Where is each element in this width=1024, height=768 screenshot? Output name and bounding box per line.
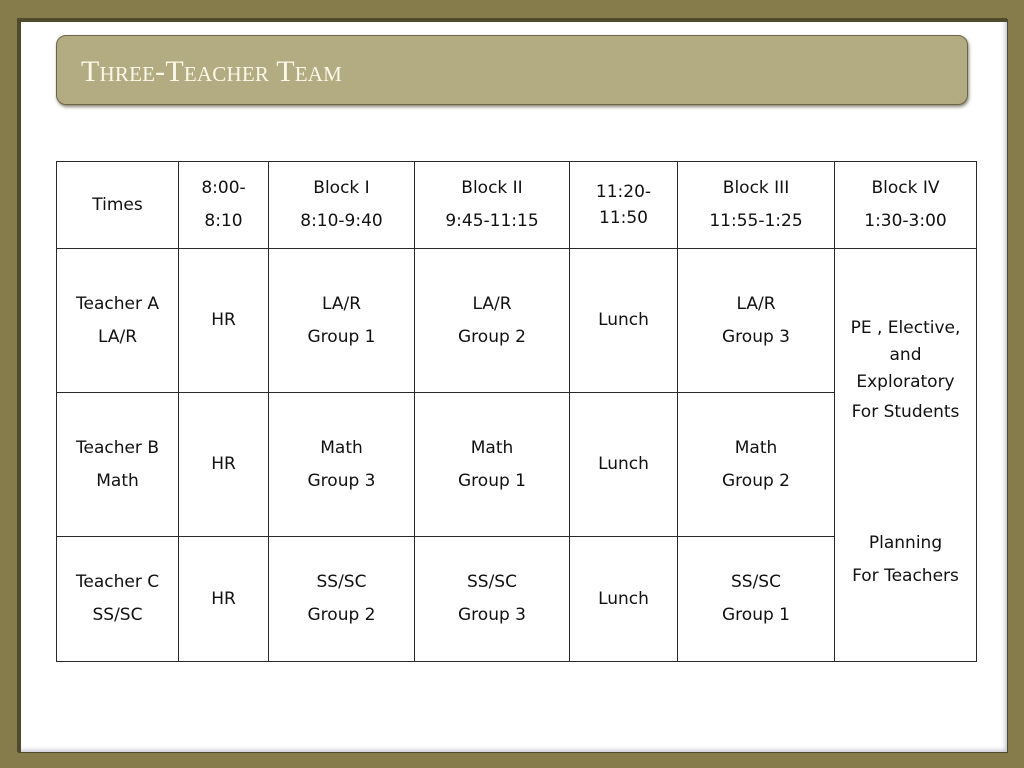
block-1-cell: SS/SC Group 2: [269, 537, 415, 662]
table-row: [57, 249, 977, 393]
teacher-cell: Teacher B Math: [57, 393, 179, 537]
spacer: [839, 429, 972, 527]
header-block-2: Block II 9:45-11:15: [415, 162, 570, 249]
homeroom-cell: HR: [179, 393, 269, 537]
block-2-cell: SS/SC Group 3: [415, 537, 570, 662]
lunch-cell: Lunch: [570, 537, 678, 662]
header-homeroom-time: 8:00- 8:10: [179, 162, 269, 249]
block-3-cell: SS/SC Group 1: [678, 537, 835, 662]
header-row: [57, 162, 977, 249]
header-block-4: Block IV 1:30-3:00: [835, 162, 977, 249]
block-2-cell: LA/R Group 2: [415, 249, 570, 393]
block-1-cell: LA/R Group 1: [269, 249, 415, 393]
teacher-cell: Teacher A LA/R: [57, 249, 179, 393]
block-4-merged-cell: PE , Elective, and Exploratory For Students Planning For Teachers: [835, 249, 977, 662]
header-times: Times: [57, 162, 179, 249]
lunch-cell: Lunch: [570, 249, 678, 393]
schedule-table: [56, 161, 977, 662]
block-3-cell: LA/R Group 3: [678, 249, 835, 393]
teacher-cell: Teacher C SS/SC: [57, 537, 179, 662]
block-2-cell: Math Group 1: [415, 393, 570, 537]
lunch-cell: Lunch: [570, 393, 678, 537]
homeroom-cell: HR: [179, 249, 269, 393]
header-block-1: Block I 8:10-9:40: [269, 162, 415, 249]
slide-title: Three-Teacher Team: [81, 55, 343, 88]
block-1-cell: Math Group 3: [269, 393, 415, 537]
header-lunch-time: 11:20- 11:50: [570, 162, 678, 249]
block-3-cell: Math Group 2: [678, 393, 835, 537]
homeroom-cell: HR: [179, 537, 269, 662]
title-banner: [56, 35, 968, 105]
header-block-3: Block III 11:55-1:25: [678, 162, 835, 249]
